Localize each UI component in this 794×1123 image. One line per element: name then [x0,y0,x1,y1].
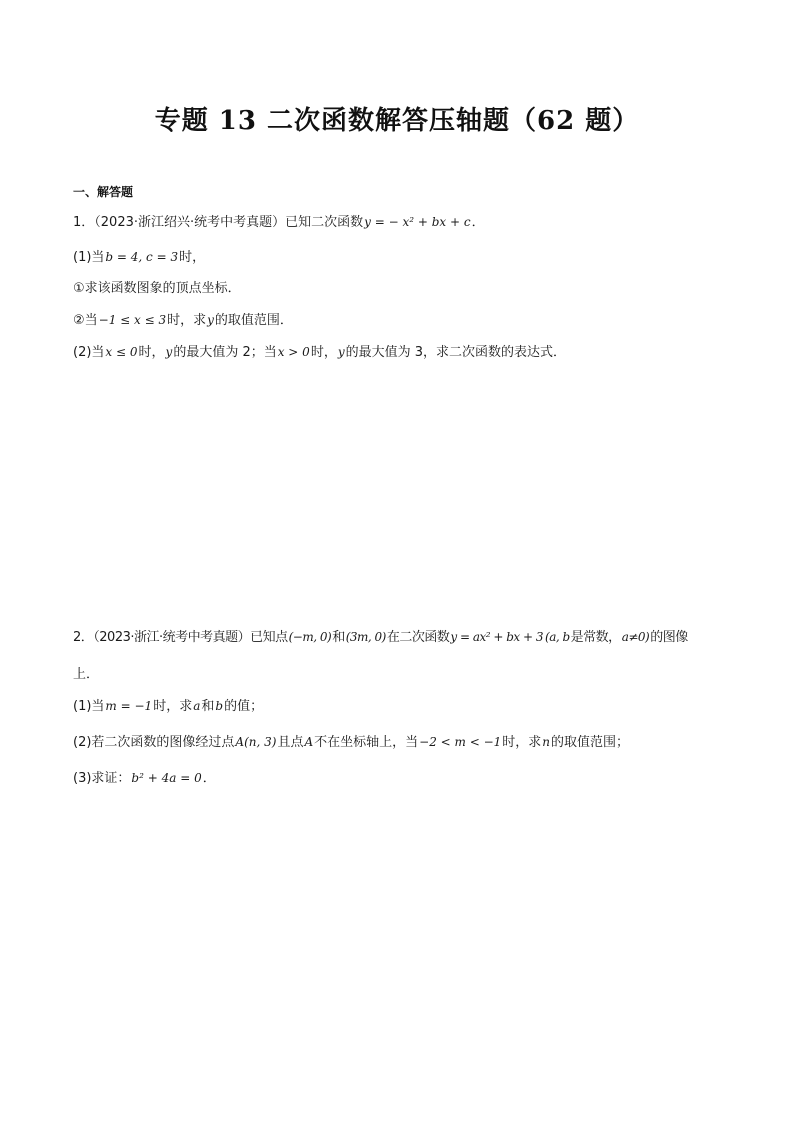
q1-p1-suffix: 时， [179,250,206,265]
question-1-part-2 [73,343,566,362]
q2-p3-prefix: (3)求证： [73,771,131,786]
q2-p1-mid: 时，求 [153,699,193,714]
page-title: 专题 13 二次函数解答压轴题（62 题） [154,106,640,136]
q2-p3-suffix: ． [202,771,216,786]
q2-p1-prefix: (1)当 [73,699,105,714]
question-2-part-3 [73,769,216,788]
q1-p2-mid-1: 时， [138,345,165,360]
q2-p2-formula: −2 < m < −1 [419,735,502,749]
q1-p2-prefix: (2)当 [73,345,105,360]
q1-p2-var-2: y [337,345,345,359]
question-1-sub-1: ①求该函数图象的顶点坐标． [73,281,241,296]
q1-stem-prefix: 1．（2023·浙江绍兴·统考中考真题）已知二次函数 [73,215,364,230]
q1-s2-suffix: 的取值范围． [214,313,293,328]
question-2-stem-line-2: 上． [73,667,100,682]
q2-p2-mid-1: 且点 [277,735,304,750]
q2-point-1: (−m, 0) [288,630,332,644]
q1-s2-prefix: ②当 [73,313,98,328]
q2-p2-mid-2: 不在坐标轴上，当 [314,735,419,750]
q2-stem-formula: y = ax² + bx + 3 [450,630,544,644]
question-2-part-2 [73,733,629,752]
q1-p2-suffix: 的最大值为 3，求二次函数的表达式． [345,345,567,360]
q2-point-2: (3m, 0) [345,630,386,644]
q2-stem-paren: (a, b [545,630,570,644]
q1-s2-var: y [207,313,214,327]
q1-p1-formula: b = 4, c = 3 [105,250,179,264]
section-heading: 一、解答题 [73,185,134,199]
q2-p3-formula: b² + 4a = 0 [131,771,202,785]
q1-s2-formula: −1 ≤ x ≤ 3 [98,313,167,327]
q1-s2-mid: 时，求 [167,313,207,328]
q1-p2-mid-3: 时， [310,345,337,360]
q2-p1-var-2: b [215,699,224,713]
q2-p2-point: A(n, 3) [235,735,277,749]
question-2-stem [73,628,688,647]
q2-p2-suffix: 的取值范围； [551,735,630,750]
q2-p1-suffix: 的值； [224,699,264,714]
q2-p2-prefix: (2)若二次函数的图像经过点 [73,735,235,750]
q2-p2-var-2: n [542,735,551,749]
q2-stem-mid: 在二次函数 [386,630,450,645]
q1-p2-var-1: y [165,345,173,359]
q2-p2-var: A [304,735,314,749]
q1-p1-prefix: (1)当 [73,250,105,265]
q2-stem-const: 是常数， [570,630,621,645]
q1-stem-formula: y = − x² + bx + c [364,215,471,229]
q1-stem-suffix: ． [471,215,485,230]
question-2-part-1 [73,697,263,716]
question-1-stem [73,213,485,232]
q2-p2-mid-3: 时，求 [502,735,542,750]
q2-p1-var-1: a [193,699,201,713]
q2-p1-and: 和 [201,699,215,714]
q1-p2-mid-2: 的最大值为 2；当 [173,345,277,360]
q2-stem-condition: a≠0) [621,630,650,644]
question-1-part-1 [73,248,205,267]
q1-p2-formula-1: x ≤ 0 [105,345,138,359]
q2-stem-prefix: 2．（2023·浙江·统考中考真题）已知点 [73,630,288,645]
question-1-sub-2 [73,311,293,330]
q2-p1-formula: m = −1 [105,699,153,713]
q2-stem-and: 和 [332,630,345,645]
q1-p2-formula-2: x > 0 [277,345,310,359]
q2-stem-suffix: 的图像 [650,630,688,645]
